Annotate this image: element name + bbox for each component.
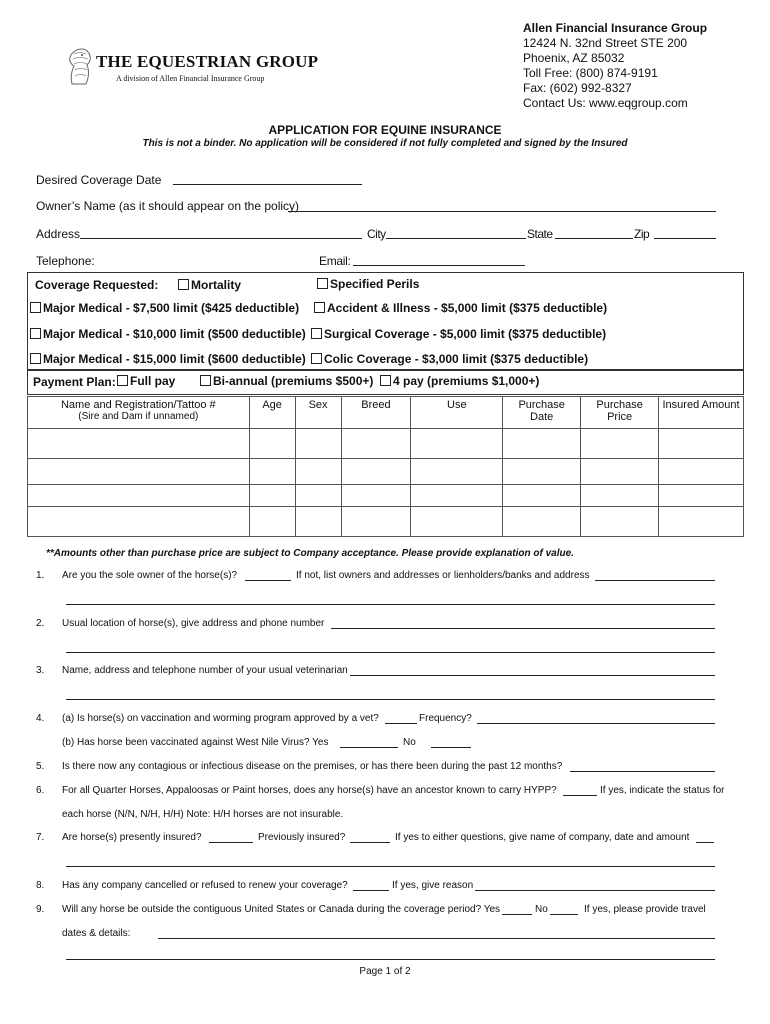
- table-cell[interactable]: [503, 459, 581, 485]
- table-cell[interactable]: [249, 429, 295, 459]
- q4a-text: (a) Is horse(s) on vaccination and worming program approved by a vet?: [62, 713, 379, 724]
- company-contact: Contact Us: www.eqgroup.com: [523, 96, 688, 110]
- table-cell[interactable]: [503, 429, 581, 459]
- value-note: **Amounts other than purchase price are subject to Company acceptance. Please provide explanation of value.: [46, 548, 574, 559]
- specified-perils-checkbox[interactable]: [317, 278, 328, 289]
- state-label: State: [527, 227, 553, 241]
- q3-vet-field[interactable]: [350, 675, 715, 676]
- table-cell[interactable]: [341, 459, 411, 485]
- full-pay-option[interactable]: [117, 374, 175, 388]
- major-medical-10000-option[interactable]: [30, 327, 306, 341]
- full-pay-label: Full pay: [130, 374, 176, 388]
- table-cell[interactable]: [341, 507, 411, 537]
- table-header-purchase-date: Purchase Date: [503, 397, 581, 429]
- q8-cancelled-field[interactable]: [353, 890, 389, 891]
- owner-name-label: Owner’s Name (as it should appear on the policy): [36, 199, 300, 213]
- major-medical-15000-option[interactable]: [30, 352, 306, 366]
- major-medical-10000-label: Major Medical - $10,000 limit ($500 deductible): [43, 327, 306, 341]
- table-row: [28, 429, 744, 459]
- q6-text: For all Quarter Horses, Appaloosas or Paint horses, does any horse(s) have an ancestor known to carry HYPP?: [62, 785, 557, 796]
- q3-vet-field-2[interactable]: [66, 699, 715, 700]
- q9-details-field-2[interactable]: [66, 959, 715, 960]
- table-cell[interactable]: [581, 507, 659, 537]
- q2-location-field[interactable]: [331, 628, 715, 629]
- table-cell[interactable]: [503, 507, 581, 537]
- major-medical-10000-checkbox[interactable]: [30, 328, 41, 339]
- bi-annual-checkbox[interactable]: [200, 375, 211, 386]
- q3-text: Name, address and telephone number of your usual veterinarian: [62, 665, 348, 676]
- four-pay-checkbox[interactable]: [380, 375, 391, 386]
- horse-head-icon: [64, 46, 94, 86]
- horse-table-header: [28, 397, 744, 429]
- logo-subtitle: A division of Allen Financial Insurance Group: [116, 74, 265, 83]
- q5-disease-field[interactable]: [570, 771, 715, 772]
- company-street: 12424 N. 32nd Street STE 200: [523, 36, 688, 50]
- major-medical-15000-checkbox[interactable]: [30, 353, 41, 364]
- q4b-no-label: No: [403, 737, 416, 748]
- coverage-date-field[interactable]: [173, 184, 362, 185]
- major-medical-15000-label: Major Medical - $15,000 limit ($600 deductible): [43, 352, 306, 366]
- table-cell[interactable]: [249, 507, 295, 537]
- q4a-frequency-field[interactable]: [477, 723, 715, 724]
- table-row: [28, 459, 744, 485]
- major-medical-7500-option[interactable]: [30, 301, 299, 315]
- table-cell[interactable]: [28, 507, 250, 537]
- mortality-label: Mortality: [191, 278, 242, 292]
- q5-text: Is there now any contagious or infectious disease on the premises, or has there been during the past 12 months?: [62, 761, 563, 772]
- q1-owners-field[interactable]: [595, 580, 715, 581]
- q2-number: 2.: [36, 618, 45, 629]
- logo-title: THE EQUESTRIAN GROUP: [96, 52, 319, 71]
- table-cell[interactable]: [411, 429, 503, 459]
- colic-label: Colic Coverage - $3,000 limit ($375 deductible): [324, 352, 589, 366]
- full-pay-checkbox[interactable]: [117, 375, 128, 386]
- q4a-vaccination-field[interactable]: [385, 723, 417, 724]
- q2-location-field-2[interactable]: [66, 652, 715, 653]
- q4-number: 4.: [36, 713, 45, 724]
- company-city: Phoenix, AZ 85032: [523, 51, 625, 65]
- table-cell[interactable]: [295, 459, 341, 485]
- q6-text-c: each horse (N/N, N/H, H/H) Note: H/H horses are not insurable.: [62, 809, 344, 820]
- table-cell[interactable]: [28, 459, 250, 485]
- table-cell[interactable]: [295, 507, 341, 537]
- coverage-requested-label: Coverage Requested:: [35, 278, 159, 292]
- table-cell[interactable]: [581, 429, 659, 459]
- q9-number: 9.: [36, 904, 45, 915]
- table-cell[interactable]: [659, 459, 744, 485]
- q1-text: Are you the sole owner of the horse(s)?: [62, 570, 238, 581]
- table-header-name: Name and Registration/Tattoo # (Sire and Dam if unnamed): [28, 397, 250, 429]
- q7-text: Are horse(s) presently insured?: [62, 832, 202, 843]
- company-name: Allen Financial Insurance Group: [523, 21, 708, 35]
- q2-text: Usual location of horse(s), give address and phone number: [62, 618, 325, 629]
- table-cell[interactable]: [28, 429, 250, 459]
- q8-number: 8.: [36, 880, 45, 891]
- table-cell[interactable]: [411, 507, 503, 537]
- table-cell[interactable]: [659, 485, 744, 507]
- state-field[interactable]: [555, 238, 633, 239]
- q3-number: 3.: [36, 665, 45, 676]
- q5-number: 5.: [36, 761, 45, 772]
- table-header-insured-amount: Insured Amount: [659, 397, 744, 429]
- city-label: City: [367, 227, 386, 241]
- table-cell[interactable]: [411, 459, 503, 485]
- surgical-label: Surgical Coverage - $5,000 limit ($375 deductible): [324, 327, 607, 341]
- table-header-use: Use: [411, 397, 503, 429]
- table-cell[interactable]: [581, 459, 659, 485]
- payment-plan-label: Payment Plan:: [33, 375, 116, 389]
- bi-annual-label: Bi-annual (premiums $500+): [213, 374, 374, 388]
- surgical-checkbox[interactable]: [311, 328, 322, 339]
- surgical-option[interactable]: [311, 327, 606, 341]
- q9-no-label: No: [535, 904, 548, 915]
- bi-annual-option[interactable]: [200, 374, 373, 388]
- q1-number: 1.: [36, 570, 45, 581]
- zip-label: Zip: [634, 227, 650, 241]
- email-field[interactable]: [353, 265, 525, 266]
- form-title: APPLICATION FOR EQUINE INSURANCE: [268, 123, 502, 137]
- specified-perils-option[interactable]: [317, 277, 419, 291]
- q4b-no-field[interactable]: [431, 747, 471, 748]
- form-subtitle: This is not a binder. No application will be considered if not fully completed and signed by the Insured: [142, 138, 628, 149]
- q1-text-b: If not, list owners and addresses or lienholders/banks and address: [296, 570, 590, 581]
- q4b-text: (b) Has horse been vaccinated against West Nile Virus? Yes: [62, 737, 329, 748]
- q6-number: 6.: [36, 785, 45, 796]
- four-pay-label: 4 pay (premiums $1,000+): [393, 374, 540, 388]
- q7-previously-field[interactable]: [350, 842, 390, 843]
- q6-hypp-field[interactable]: [563, 795, 597, 796]
- city-field[interactable]: [386, 238, 526, 239]
- company-address-block: [523, 21, 707, 111]
- q9-text: Will any horse be outside the contiguous United States or Canada during the coverage period? Yes: [62, 904, 501, 915]
- accident-illness-checkbox[interactable]: [314, 302, 325, 313]
- q4b-yes-field[interactable]: [340, 747, 398, 748]
- q7-text-b: Previously insured?: [258, 832, 346, 843]
- accident-illness-label: Accident & Illness - $5,000 limit ($375 deductible): [327, 301, 608, 315]
- table-header-breed: Breed: [341, 397, 411, 429]
- table-header-purchase-price: Purchase Price: [581, 397, 659, 429]
- q7-insured-field[interactable]: [209, 842, 253, 843]
- table-cell[interactable]: [659, 507, 744, 537]
- table-header-age: Age: [249, 397, 295, 429]
- q9-details-field[interactable]: [158, 938, 715, 939]
- telephone-label: Telephone:: [36, 254, 95, 268]
- q6-text-b: If yes, indicate the status for: [600, 785, 725, 796]
- logo: [64, 46, 94, 86]
- four-pay-option[interactable]: [380, 374, 539, 388]
- q9-yes-field[interactable]: [502, 914, 532, 915]
- q7-number: 7.: [36, 832, 45, 843]
- q9-text-b: If yes, please provide travel: [584, 904, 706, 915]
- mortality-option[interactable]: [178, 278, 241, 292]
- q7-text-c: If yes to either questions, give name of company, date and amount: [395, 832, 690, 843]
- table-cell[interactable]: [503, 485, 581, 507]
- major-medical-7500-label: Major Medical - $7,500 limit ($425 deductible): [43, 301, 300, 315]
- table-cell[interactable]: [295, 485, 341, 507]
- mortality-checkbox[interactable]: [178, 279, 189, 290]
- page-number: Page 1 of 2: [359, 966, 411, 977]
- colic-checkbox[interactable]: [311, 353, 322, 364]
- zip-field[interactable]: [654, 238, 716, 239]
- table-cell[interactable]: [411, 485, 503, 507]
- table-cell[interactable]: [295, 429, 341, 459]
- table-cell[interactable]: [249, 485, 295, 507]
- q1-sole-owner-field[interactable]: [245, 580, 291, 581]
- table-header-sex: Sex: [295, 397, 341, 429]
- owner-name-field[interactable]: [288, 211, 716, 212]
- table-cell[interactable]: [659, 429, 744, 459]
- address-label: Address: [36, 227, 81, 241]
- coverage-date-label: Desired Coverage Date: [36, 173, 162, 187]
- horse-table: [27, 396, 744, 537]
- q8-reason-field[interactable]: [475, 890, 715, 891]
- company-fax: Fax: (602) 992-8327: [523, 81, 632, 95]
- company-toll-free: Toll Free: (800) 874-9191: [523, 66, 658, 80]
- accident-illness-option[interactable]: [314, 301, 607, 315]
- address-field[interactable]: [80, 238, 362, 239]
- table-cell[interactable]: [581, 485, 659, 507]
- q9-no-field[interactable]: [550, 914, 578, 915]
- q1-owners-field-2[interactable]: [66, 604, 715, 605]
- major-medical-7500-checkbox[interactable]: [30, 302, 41, 313]
- table-cell[interactable]: [249, 459, 295, 485]
- q4a-frequency-label: Frequency?: [419, 713, 472, 724]
- q8-text-b: If yes, give reason: [392, 880, 474, 891]
- table-cell[interactable]: [341, 485, 411, 507]
- email-label: Email:: [319, 254, 351, 268]
- q7-company-field-2[interactable]: [66, 866, 715, 867]
- table-row: [28, 485, 744, 507]
- q7-company-field[interactable]: [696, 842, 714, 843]
- table-cell[interactable]: [341, 429, 411, 459]
- table-cell[interactable]: [28, 485, 250, 507]
- q8-text: Has any company cancelled or refused to renew your coverage?: [62, 880, 348, 891]
- colic-option[interactable]: [311, 352, 588, 366]
- specified-perils-label: Specified Perils: [330, 277, 420, 291]
- q9-text-c: dates & details:: [62, 928, 131, 939]
- table-row: [28, 507, 744, 537]
